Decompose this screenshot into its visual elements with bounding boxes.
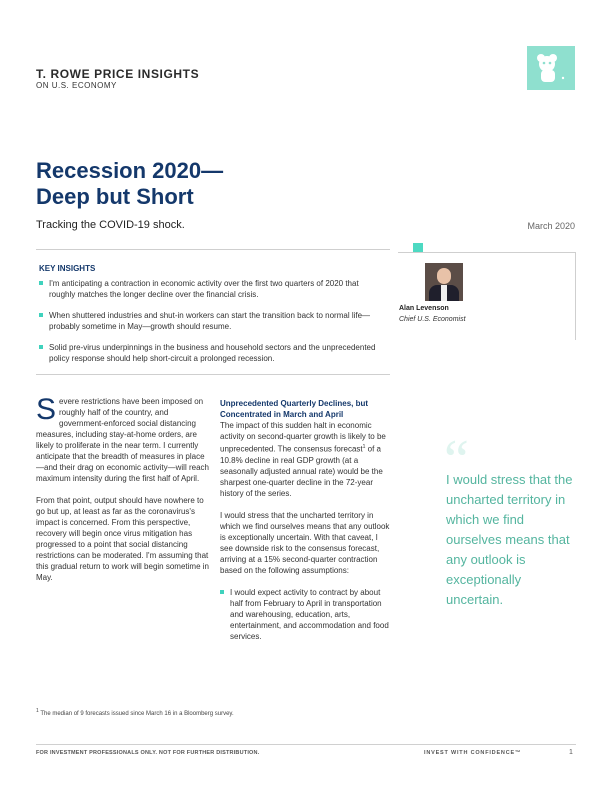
divider: [36, 249, 390, 250]
title-line-1: Recession 2020—: [36, 158, 224, 183]
footnote-text: The median of 9 forecasts issued since March 16 in a Bloomberg survey.: [38, 711, 234, 717]
key-insight-text: I'm anticipating a contraction in economic activity over the first two quarters of 2020 that roughly matches the longer decline over the financial crisis.: [49, 279, 359, 299]
footer-divider: [36, 744, 576, 745]
series-label: ON U.S. ECONOMY: [36, 81, 117, 90]
paragraph-text: of a 10.8% decline in real GDP growth (at a seasonally adjusted annual rate) would be the sharpest one-quarter decline in the 72-year history of the series.: [220, 444, 383, 498]
key-insight-text: Solid pre-virus underpinnings in the business and household sectors and the unprecedented policy response should help short-circuit a prolonged recession.: [49, 343, 376, 363]
body-paragraph: From that point, output should have nowhere to go but up, at least as far as the coronavirus's impact is concerned. From this perspective, recovery will begin once virus mitigation has progressed to a point that social distancing restrictions can be moderated. I'm assuming that this gradual return to work will begin sometime in May.: [36, 496, 209, 582]
author-name: Alan Levenson: [399, 305, 449, 312]
footnote-number: 1: [36, 708, 39, 714]
footer-tagline: INVEST WITH CONFIDENCE™: [424, 750, 522, 756]
publication-date: March 2020: [527, 221, 575, 231]
page-subtitle: Tracking the COVID-19 shock.: [36, 219, 185, 231]
page-title: [36, 158, 223, 210]
body-paragraph: [36, 393, 212, 484]
footer-disclaimer: FOR INVESTMENT PROFESSIONALS ONLY. NOT FOR FURTHER DISTRIBUTION.: [36, 750, 260, 756]
title-line-2: Deep but Short: [36, 184, 194, 209]
key-insight-item: [39, 278, 379, 300]
paragraph-text: The impact of this sudden halt in economic activity on second-quarter growth is likely to be unprecedented. The consensus forecast: [220, 421, 386, 454]
ram-logo-icon: [527, 46, 575, 90]
body-column-2: [220, 398, 392, 642]
page-number: 1: [569, 749, 573, 756]
footnote: [36, 708, 234, 717]
drop-cap: S: [36, 393, 57, 426]
author-title: Chief U.S. Economist: [399, 316, 466, 323]
list-item: [220, 587, 392, 642]
author-photo: [425, 263, 463, 301]
bullet-icon: [39, 345, 43, 349]
footnote-ref: 1: [362, 444, 366, 450]
body-paragraph: [220, 420, 392, 499]
brand-name: T. ROWE PRICE INSIGHTS: [36, 67, 200, 81]
key-insight-item: [39, 342, 379, 364]
bullet-icon: [220, 590, 224, 594]
paragraph-text: evere restrictions have been imposed on roughly half of the country, and government-enforced social distancing measures, including stay-at-home orders, are likely to proliferate in the near term. I currently anticipate that the breadth of measures in place—and their drag on economic activity—will reach maximum intensity during the first half of April.: [36, 397, 209, 483]
list-item-text: I would expect activity to contract by about half from February to April in transportation and warehousing, education, arts, entertainment, and accommodation and food services.: [230, 587, 389, 641]
key-insights-heading: KEY INSIGHTS: [39, 264, 96, 273]
key-insight-text: When shuttered industries and shut-in workers can start the transition back to normal life—probably sometime in May—growth should resume.: [49, 311, 371, 331]
bullet-icon: [39, 313, 43, 317]
body-column-1: [36, 393, 212, 583]
quote-mark-icon: “: [444, 429, 469, 491]
bullet-icon: [39, 281, 43, 285]
section-heading: Unprecedented Quarterly Declines, but Concentrated in March and April: [220, 399, 369, 419]
body-paragraph: I would stress that the uncharted territory in which we find ourselves means that any outlook is exceptionally uncertain. With that caveat, I see downside risk to the consensus forecast, arriving at a 15% second-quarter contraction based on the following assumptions:: [220, 510, 390, 575]
divider: [36, 374, 390, 375]
pull-quote: I would stress that the uncharted territory in which we find ourselves means that any outlook is exceptionally uncertain.: [446, 472, 573, 607]
key-insight-item: [39, 310, 379, 332]
